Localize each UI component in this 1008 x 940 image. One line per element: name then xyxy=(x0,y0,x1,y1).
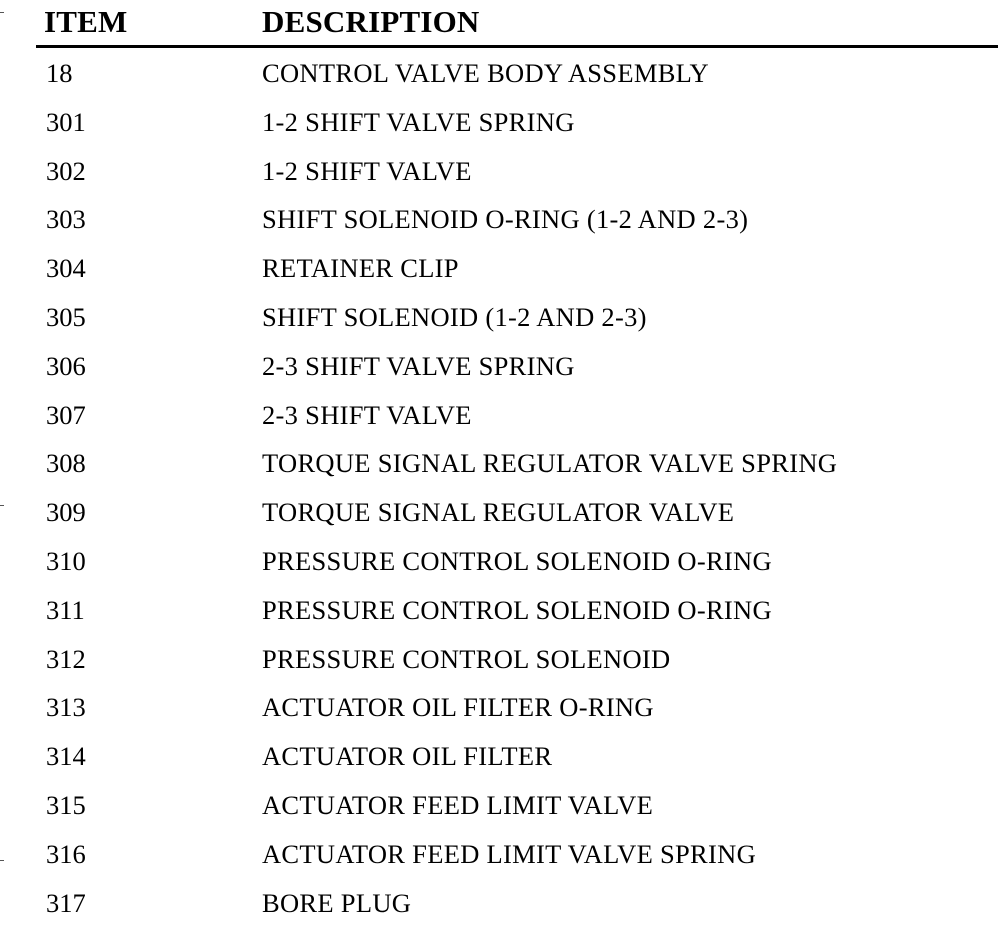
item-number: 309 xyxy=(46,497,86,528)
table-row xyxy=(0,442,1008,491)
item-number: 315 xyxy=(46,789,86,820)
item-number: 308 xyxy=(46,448,86,479)
item-number: 313 xyxy=(46,692,86,723)
item-description: ACTUATOR OIL FILTER xyxy=(262,741,553,772)
item-number: 316 xyxy=(46,838,86,869)
item-number: 311 xyxy=(46,594,85,625)
item-description: SHIFT SOLENOID (1-2 AND 2-3) xyxy=(262,301,647,332)
item-description: ACTUATOR FEED LIMIT VALVE SPRING xyxy=(262,838,757,869)
item-number: 305 xyxy=(46,301,86,332)
item-description: SHIFT SOLENOID O-RING (1-2 AND 2-3) xyxy=(262,204,749,235)
item-description: TORQUE SIGNAL REGULATOR VALVE xyxy=(262,497,735,528)
scan-margin-mark xyxy=(0,12,4,13)
item-description: ACTUATOR OIL FILTER O-RING xyxy=(262,692,654,723)
header-rule xyxy=(36,45,998,48)
table-row xyxy=(0,150,1008,199)
table-row xyxy=(0,784,1008,833)
table-row xyxy=(0,735,1008,784)
item-description: PRESSURE CONTROL SOLENOID xyxy=(262,643,671,674)
item-number: 307 xyxy=(46,399,86,430)
table-row xyxy=(0,882,1008,931)
item-number: 310 xyxy=(46,545,86,576)
table-row xyxy=(0,345,1008,394)
item-number: 306 xyxy=(46,350,86,381)
item-description: PRESSURE CONTROL SOLENOID O-RING xyxy=(262,545,772,576)
item-number: 317 xyxy=(46,887,86,918)
table-row xyxy=(0,247,1008,296)
item-number: 302 xyxy=(46,155,86,186)
item-number: 18 xyxy=(46,58,73,88)
item-number: 314 xyxy=(46,741,86,772)
table-row xyxy=(0,52,1008,101)
table-row xyxy=(0,589,1008,638)
item-description: RETAINER CLIP xyxy=(262,253,459,284)
table-row xyxy=(0,638,1008,687)
table-row xyxy=(0,686,1008,735)
table-row xyxy=(0,296,1008,345)
table-row xyxy=(0,491,1008,540)
table-row xyxy=(0,101,1008,150)
table-row xyxy=(0,833,1008,882)
item-description: 2-3 SHIFT VALVE SPRING xyxy=(262,350,575,381)
item-number: 312 xyxy=(46,643,86,674)
item-description: BORE PLUG xyxy=(262,887,412,918)
item-description: 1-2 SHIFT VALVE SPRING xyxy=(262,106,575,137)
parts-table xyxy=(0,52,1008,930)
item-description: ACTUATOR FEED LIMIT VALVE xyxy=(262,789,654,820)
item-description: TORQUE SIGNAL REGULATOR VALVE SPRING xyxy=(262,448,838,479)
item-number: 304 xyxy=(46,253,86,284)
description-column-header: DESCRIPTION xyxy=(262,4,480,39)
item-description: PRESSURE CONTROL SOLENOID O-RING xyxy=(262,594,772,625)
item-number: 303 xyxy=(46,204,86,235)
table-row xyxy=(0,394,1008,443)
item-column-header: ITEM xyxy=(44,4,128,39)
item-number: 301 xyxy=(46,106,86,137)
table-row xyxy=(0,540,1008,589)
item-description: CONTROL VALVE BODY ASSEMBLY xyxy=(262,58,709,88)
table-row xyxy=(0,198,1008,247)
item-description: 1-2 SHIFT VALVE xyxy=(262,155,472,186)
item-description: 2-3 SHIFT VALVE xyxy=(262,399,472,430)
